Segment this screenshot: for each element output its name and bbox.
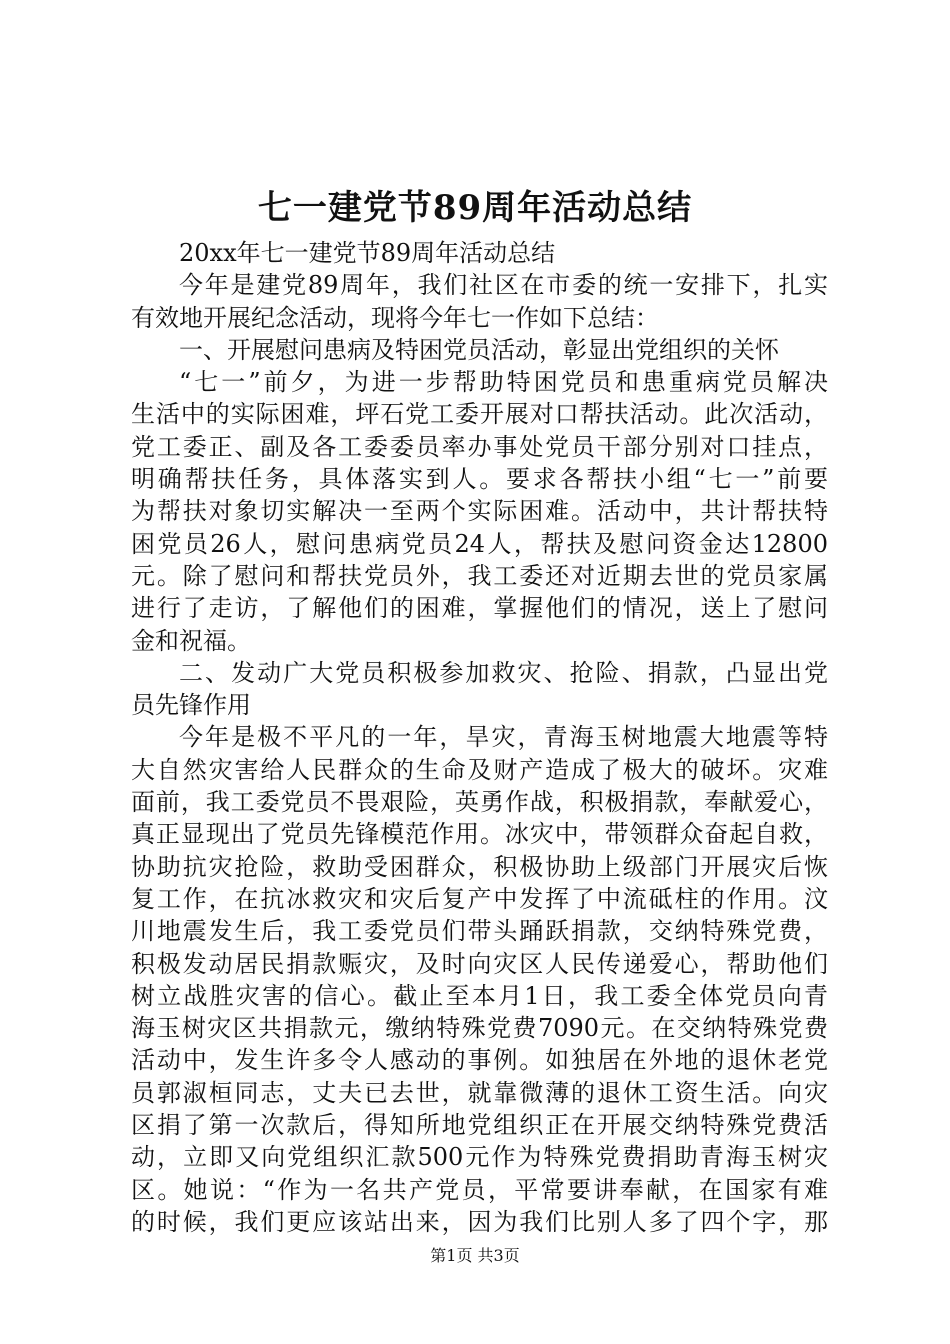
text-line: 区捐了第一次款后，得知所地党组织正在开展交纳特殊党费活 [131, 1111, 828, 1140]
text-line: 真正显现出了党员先锋模范作用。冰灾中，带领群众奋起自救， [131, 820, 828, 849]
text-line: 进行了走访，了解他们的困难，掌握他们的情况，送上了慰问 [131, 594, 828, 623]
text-line: 复工作，在抗冰救灾和灾后复产中发挥了中流砥柱的作用。汶 [131, 884, 828, 913]
text-line: 海玉树灾区共捐款元，缴纳特殊党费7090元。在交纳特殊党费 [131, 1014, 828, 1043]
text-line: 协助抗灾抢险，救助受困群众，积极协助上级部门开展灾后恢 [131, 852, 828, 881]
text-line: 员先锋作用 [131, 691, 251, 720]
text-line: 活动中，发生许多令人感动的事例。如独居在外地的退休老党 [131, 1046, 828, 1075]
text-line: 20xx年七一建党节89周年活动总结 [179, 239, 556, 267]
text-line: 党工委正、副及各工委委员率办事处党员干部分别对口挂点， [131, 432, 828, 461]
text-line: 有效地开展纪念活动，现将今年七一作如下总结： [131, 303, 659, 332]
text-line: 的时候，我们更应该站出来，因为我们比别人多了四个字，那 [131, 1207, 828, 1236]
text-line: 大自然灾害给人民群众的生命及财产造成了极大的破坏。灾难 [131, 755, 828, 784]
document-body [131, 237, 828, 1238]
text-line: 区。她说：“作为一名共产党员，平常要讲奉献，在国家有难 [131, 1175, 828, 1204]
text-line: 金和祝福。 [131, 626, 251, 655]
text-line: 二、发动广大党员积极参加救灾、抢险、捐款，凸显出党 [179, 658, 828, 687]
text-line: 困党员26人，慰问患病党员24人，帮扶及慰问资金达12800 [131, 529, 828, 558]
text-line: 为帮扶对象切实解决一至两个实际困难。活动中，共计帮扶特 [131, 497, 828, 526]
text-line: 川地震发生后，我工委党员们带头踊跃捐款，交纳特殊党费， [131, 917, 828, 946]
text-line: 生活中的实际困难，坪石党工委开展对口帮扶活动。此次活动， [131, 400, 828, 429]
document-title: 七一建党节89周年活动总结 [257, 188, 693, 228]
text-line: 面前，我工委党员不畏艰险，英勇作战，积极捐款，奉献爱心， [131, 788, 828, 817]
text-line: 明确帮扶任务，具体落实到人。要求各帮扶小组“七一”前要 [131, 465, 828, 494]
text-line: 一、开展慰问患病及特困党员活动，彰显出党组织的关怀 [179, 335, 779, 364]
page-footer: 第1页 共3页 [430, 1246, 520, 1265]
text-line: 员郭淑桓同志，丈夫已去世，就靠微薄的退休工资生活。向灾 [131, 1078, 828, 1107]
text-line: 积极发动居民捐款赈灾，及时向灾区人民传递爱心，帮助他们 [131, 949, 828, 978]
text-line: 动，立即又向党组织汇款500元作为特殊党费捐助青海玉树灾 [131, 1143, 828, 1172]
text-line: 今年是建党89周年，我们社区在市委的统一安排下，扎实 [179, 271, 828, 300]
text-line: 元。除了慰问和帮扶党员外，我工委还对近期去世的党员家属 [131, 561, 828, 590]
text-line: 树立战胜灾害的信心。截止至本月1日，我工委全体党员向青 [131, 981, 828, 1010]
text-line: 今年是极不平凡的一年，旱灾，青海玉树地震大地震等特 [179, 723, 828, 752]
text-line: “七一”前夕，为进一步帮助特困党员和患重病党员解决 [179, 368, 828, 397]
